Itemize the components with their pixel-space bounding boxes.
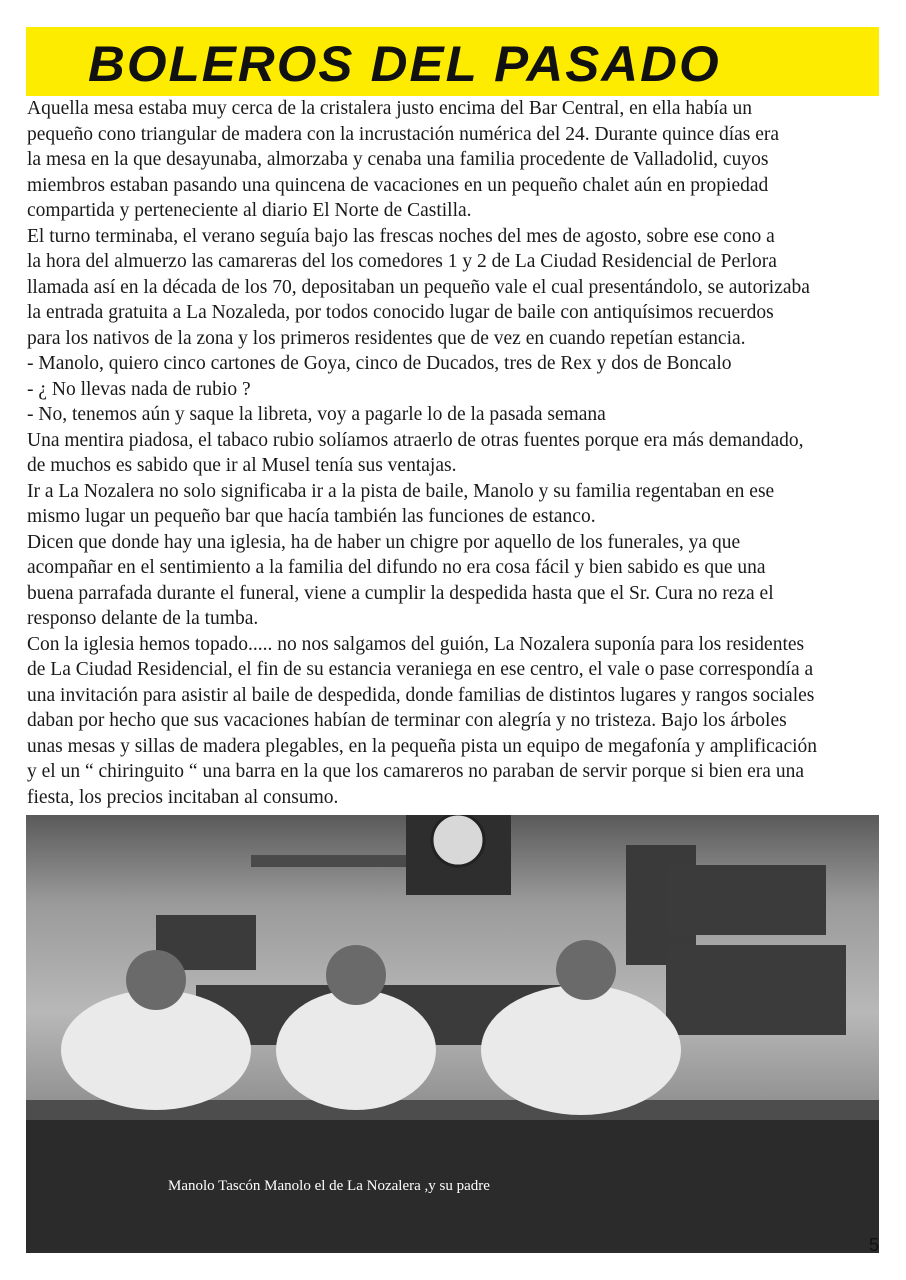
article-line: mismo lugar un pequeño bar que hacía también las funciones de estanco. [27,506,596,527]
article-line: daban por hecho que sus vacaciones habían de terminar con alegría y no tristeza. Bajo los árboles [27,710,787,731]
article-line: Con la iglesia hemos topado..... no nos salgamos del guión, La Nozalera suponía para los residentes [27,633,805,655]
article-line: una invitación para asistir al baile de despedida, donde familias de distintos lugares y rangos sociales [27,684,815,706]
article-line: la hora del almuerzo las camareras del los comedores 1 y 2 de La Ciudad Residencial de Perlora [27,251,777,272]
article-line: - No, tenemos aún y saque la libreta, voy a pagarle lo de la pasada semana [27,404,606,425]
article-line: pequeño cono triangular de madera con la incrustación numérica del 24. Durante quince días era [27,123,780,145]
page-title: BOLEROS DEL PASADO [88,36,721,92]
page-number: 5 [869,1235,880,1255]
article-line: - Manolo, quiero cinco cartones de Goya, cinco de Ducados, tres de Rex y dos de Boncalo [27,353,732,374]
article-line: Ir a La Nozalera no solo significaba ir a la pista de baile, Manolo y su familia regentaban en ese [27,480,775,502]
article-body [27,96,887,810]
article-line: la mesa en la que desayunaba, almorzaba y cenaba una familia procedente de Valladolid, cuyos [27,149,769,170]
article-line: y el un “ chiringuito “ una barra en la que los camareros no paraban de servir porque si bien era una [27,761,804,782]
article-line: para los nativos de la zona y los primeros residentes que de vez en cuando repetían estancia. [27,327,746,349]
article-line: Dicen que donde hay una iglesia, ha de haber un chigre por aquello de los funerales, ya que [27,531,741,553]
article-line: unas mesas y sillas de madera plegables, en la pequeña pista un equipo de megafonía y amplificación [27,735,818,757]
article-line: - ¿ No llevas nada de rubio ? [27,378,251,400]
article-line: de La Ciudad Residencial, el fin de su estancia veraniega en ese centro, el vale o pase correspondía a [27,659,814,680]
article-line: Una mentira piadosa, el tabaco rubio solíamos atraerlo de otras fuentes porque era más demandado, [27,429,804,451]
title-banner [26,27,879,96]
article-line: acompañar en el sentimiento a la familia del difundo no era cosa fácil y bien sabido es que una [27,557,766,578]
article-line: de muchos es sabido que ir al Musel tenía sus ventajas. [27,455,457,476]
article-line: El turno terminaba, el verano seguía bajo las frescas noches del mes de agosto, sobre ese cono a [27,225,775,247]
article-line: fiesta, los precios incitaban al consumo. [27,786,339,808]
article-line: compartida y perteneciente al diario El Norte de Castilla. [27,200,472,221]
article-line: la entrada gratuita a La Nozaleda, por todos conocido lugar de baile con antiquísimos recuerdos [27,302,774,323]
article-line: llamada así en la década de los 70, depositaban un pequeño vale el cual presentándolo, se autorizaba [27,276,810,298]
bar-photograph [26,815,879,1253]
article-line: Aquella mesa estaba muy cerca de la cristalera justo encima del Bar Central, en ella había un [27,98,752,119]
photo-caption: Manolo Tascón Manolo el de La Nozalera ,y su padre [168,1178,490,1194]
article-line: miembros estaban pasando una quincena de vacaciones en un pequeño chalet aún en propiedad [27,174,769,196]
article-line: responso delante de la tumba. [27,608,259,629]
article-line: buena parrafada durante el funeral, viene a cumplir la despedida hasta que el Sr. Cura no reza el [27,582,774,604]
